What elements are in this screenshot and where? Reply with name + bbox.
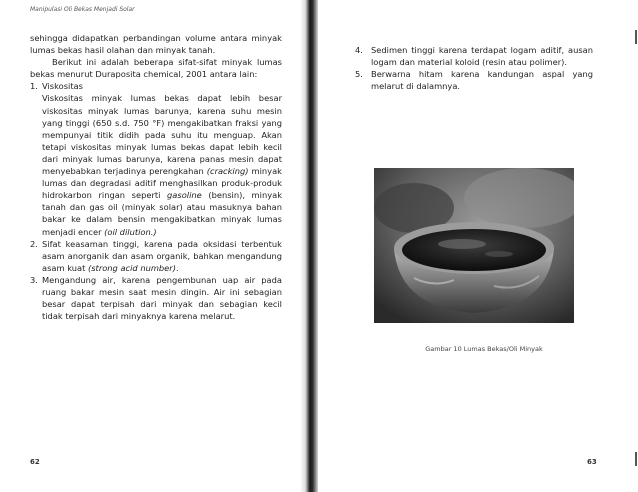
list-item-air [30,274,282,322]
list-item-body: Mengandung air, karena pengembunan uap air pada ruang bakar mesin saat mesin dingin. Air ini sebagian besar dapat terpisah dari minyak dan sebagian kecil tidak terpisah dari minyaknya karena melarut. [42,274,282,322]
used-oil-photo [374,168,574,323]
book-spine [300,0,318,492]
list-item-body: Sifat keasaman tinggi, karena pada oksidasi terbentuk asam anorganik dan asam organik, bahkan mengandung asam kuat (strong acid number). [42,238,282,273]
left-page [0,0,300,492]
paragraph: sehingga didapatkan perbandingan volume antara minyak lumas bekas hasil olahan dan minyak tanah. [30,33,282,56]
list-item-body: Berwarna hitam karena kandungan aspal yang melarut di dalamnya. [371,69,593,92]
page-edge-mark [635,452,637,466]
right-page-text [355,44,593,92]
paragraph: Berikut ini adalah beberapa sifat-sifat minyak lumas bekas menurut Duraposita chemical, 2001 antara lain: [30,57,282,80]
used-oil-bowl-image [374,168,574,323]
page-number: 63 [587,458,597,466]
list-number: 2. [30,238,38,249]
right-page [318,0,638,492]
list-number: 3. [30,274,38,285]
running-head: Manipulasi Oli Bekas Menjadi Solar [30,6,135,13]
list-item-body: Sedimen tinggi karena terdapat logam aditif, ausan logam dan material koloid (resin atau polimer). [371,45,593,68]
list-number: 4. [355,45,363,55]
list-item-warna [355,68,593,92]
left-page-text [30,32,282,322]
list-number: 1. [30,81,38,92]
list-item-sedimen [355,44,593,68]
page-number: 62 [30,458,40,466]
list-item-keasaman [30,238,282,274]
list-item-body: Viskositas minyak lumas bekas dapat lebih besar viskositas minyak lumas barunya, karena suhu mesin yang tinggi (650 s.d. 750 °F) mengakibatkan fraksi yang mempunyai titik didih pada suhu itu menguap. Akan tetapi viskositas minyak lumas bekas dapat lebih kecil dari minyak lumas barunya, karena panas mesin dapat menyebabkan terjadinya perengkahan (cracking) minyak lumas dan degradasi aditif menghasilkan produk-produk hidrokarbon ringan seperti gasoline (bensin), minyak tanah dan gas oil (minyak solar) atau masuknya bahan bakar ke dalam bensin mengakibatkan minyak lumas menjadi encer (oil dilution.) [42,93,282,237]
figure-caption: Gambar 10 Lumas Bekas/Oli Minyak [425,345,543,353]
list-item-viskositas [30,80,282,237]
list-item-title: Viskositas [42,81,83,92]
page-edge-mark [635,30,637,44]
list-number: 5. [355,69,363,80]
